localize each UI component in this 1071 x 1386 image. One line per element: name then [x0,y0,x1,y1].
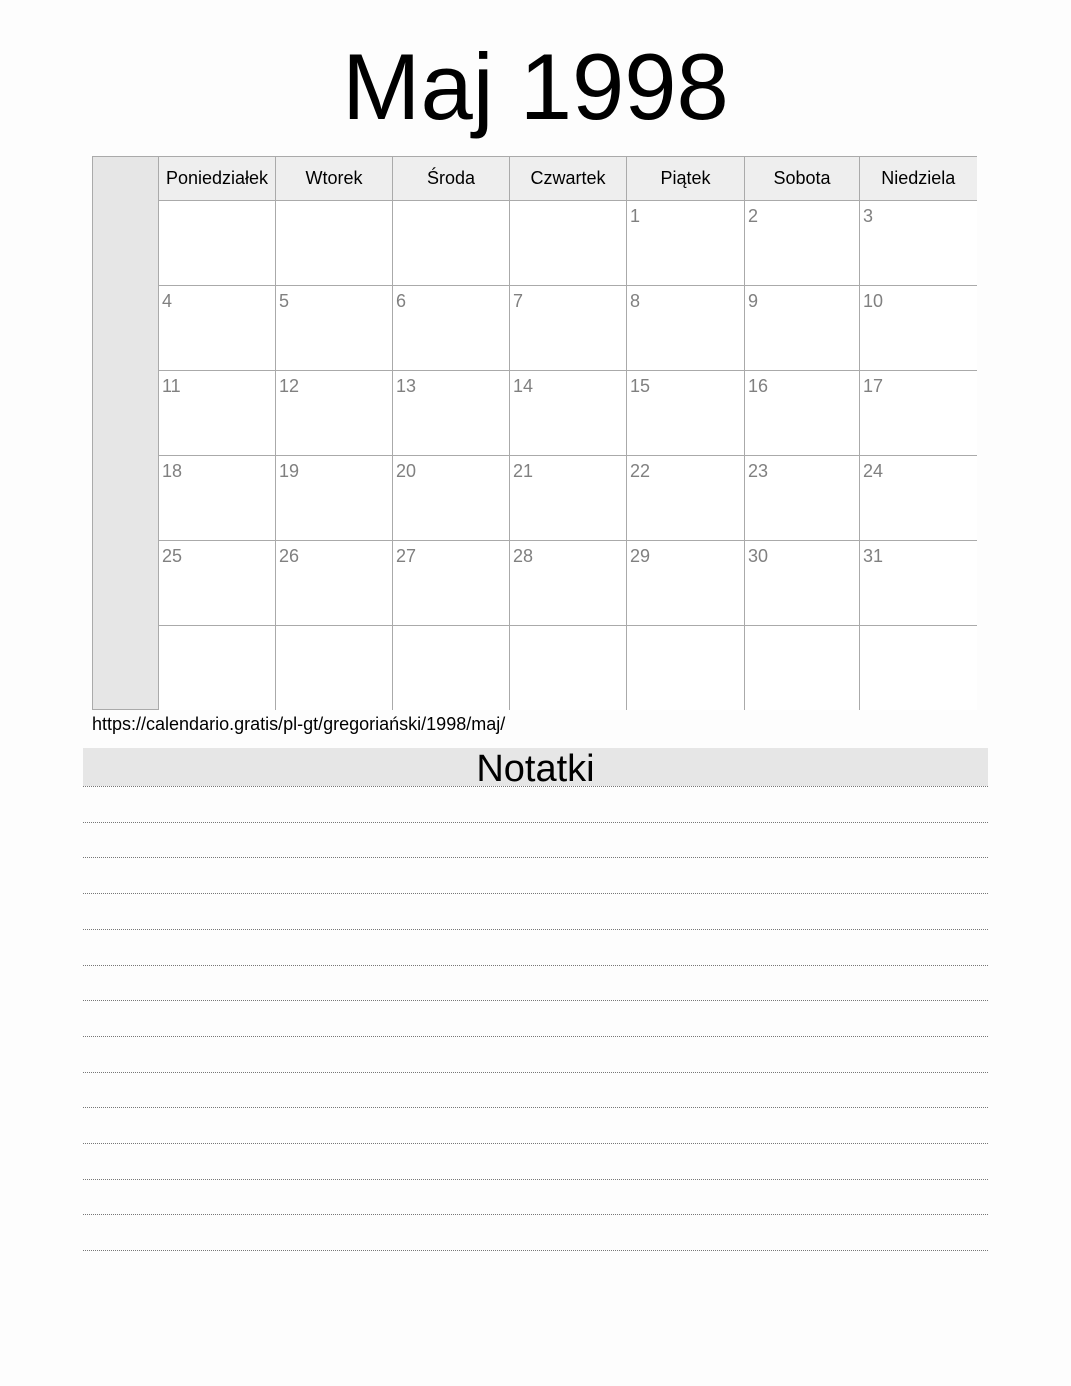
day-number: 7 [513,290,524,311]
weekday-header: Wtorek [276,157,393,200]
note-line [83,1214,988,1215]
weekday-header: Poniedziałek [159,157,276,200]
day-cell [860,370,977,455]
day-number: 10 [863,290,884,311]
note-line [83,893,988,894]
note-line [83,1072,988,1073]
day-cell [159,540,276,625]
week-row [159,455,977,540]
weekday-header: Środa [393,157,510,200]
day-cell [627,370,745,455]
day-cell [276,285,393,370]
weekday-header-row [159,157,977,200]
day-number: 31 [863,545,884,566]
day-number: 8 [630,290,641,311]
day-number [860,626,977,631]
page-title: Maj 1998 [342,34,729,139]
day-number: 9 [748,290,759,311]
day-number [510,201,626,206]
day-cell [276,455,393,540]
day-number: 27 [396,545,417,566]
day-number [393,626,509,631]
weekday-header: Czwartek [510,157,627,200]
day-number: 29 [630,545,651,566]
day-cell [510,455,627,540]
note-line [83,1000,988,1001]
day-cell [745,540,860,625]
day-cell [627,285,745,370]
calendar-table [158,157,977,710]
day-cell [276,200,393,285]
day-cell [860,625,977,710]
day-cell [393,625,510,710]
day-cell [745,200,860,285]
day-cell [745,370,860,455]
day-cell [510,625,627,710]
day-cell [627,455,745,540]
day-cell [627,200,745,285]
day-cell [745,285,860,370]
week-row [159,285,977,370]
day-number [276,626,392,631]
day-cell [393,370,510,455]
week-number-column [93,157,159,709]
note-line [83,1143,988,1144]
day-number: 30 [748,545,769,566]
day-cell [860,455,977,540]
day-cell [393,455,510,540]
day-number [627,626,744,631]
day-number: 15 [630,375,651,396]
day-number: 21 [513,460,534,481]
day-number [159,201,275,206]
day-cell [860,285,977,370]
day-number: 17 [863,375,884,396]
source-url: https://calendario.gratis/pl-gt/gregoriański/1998/maj/ [92,714,506,734]
weekday-header: Piątek [627,157,745,200]
day-cell [393,540,510,625]
day-number: 28 [513,545,534,566]
note-line [83,1107,988,1108]
day-cell [393,285,510,370]
day-number: 1 [630,205,641,226]
day-cell [745,625,860,710]
day-cell [276,625,393,710]
day-number: 26 [279,545,300,566]
day-number [510,626,626,631]
note-line [83,786,988,787]
day-number: 12 [279,375,300,396]
day-cell [510,370,627,455]
week-row [159,200,977,285]
day-number: 25 [162,545,183,566]
note-line [83,1179,988,1180]
day-cell [159,200,276,285]
day-cell [159,625,276,710]
day-number: 20 [396,460,417,481]
day-number: 22 [630,460,651,481]
day-number [393,201,509,206]
week-row [159,540,977,625]
weekday-header: Sobota [745,157,860,200]
note-line [83,965,988,966]
day-number [159,626,275,631]
day-number: 2 [748,205,759,226]
day-number: 5 [279,290,290,311]
day-cell [510,285,627,370]
day-number: 3 [863,205,874,226]
note-line [83,822,988,823]
day-number [745,626,859,631]
note-line [83,1036,988,1037]
day-cell [860,200,977,285]
day-number: 11 [162,375,181,396]
day-number: 13 [396,375,417,396]
day-number [276,201,392,206]
day-number: 14 [513,375,534,396]
day-cell [159,370,276,455]
week-row [159,625,977,710]
day-number: 18 [162,460,183,481]
day-number: 24 [863,460,884,481]
day-cell [745,455,860,540]
day-number: 16 [748,375,769,396]
note-line [83,929,988,930]
day-cell [860,540,977,625]
day-cell [393,200,510,285]
note-line [83,857,988,858]
calendar-grid [92,156,977,710]
day-cell [627,625,745,710]
day-number: 23 [748,460,769,481]
day-cell [510,200,627,285]
day-number: 4 [162,290,173,311]
day-cell [276,540,393,625]
note-line [83,1250,988,1251]
day-cell [159,455,276,540]
day-cell [159,285,276,370]
day-cell [510,540,627,625]
notes-title: Notatki [83,748,988,786]
weekday-header: Niedziela [860,157,977,200]
day-cell [276,370,393,455]
day-cell [627,540,745,625]
day-number: 6 [396,290,407,311]
week-row [159,370,977,455]
day-number: 19 [279,460,300,481]
